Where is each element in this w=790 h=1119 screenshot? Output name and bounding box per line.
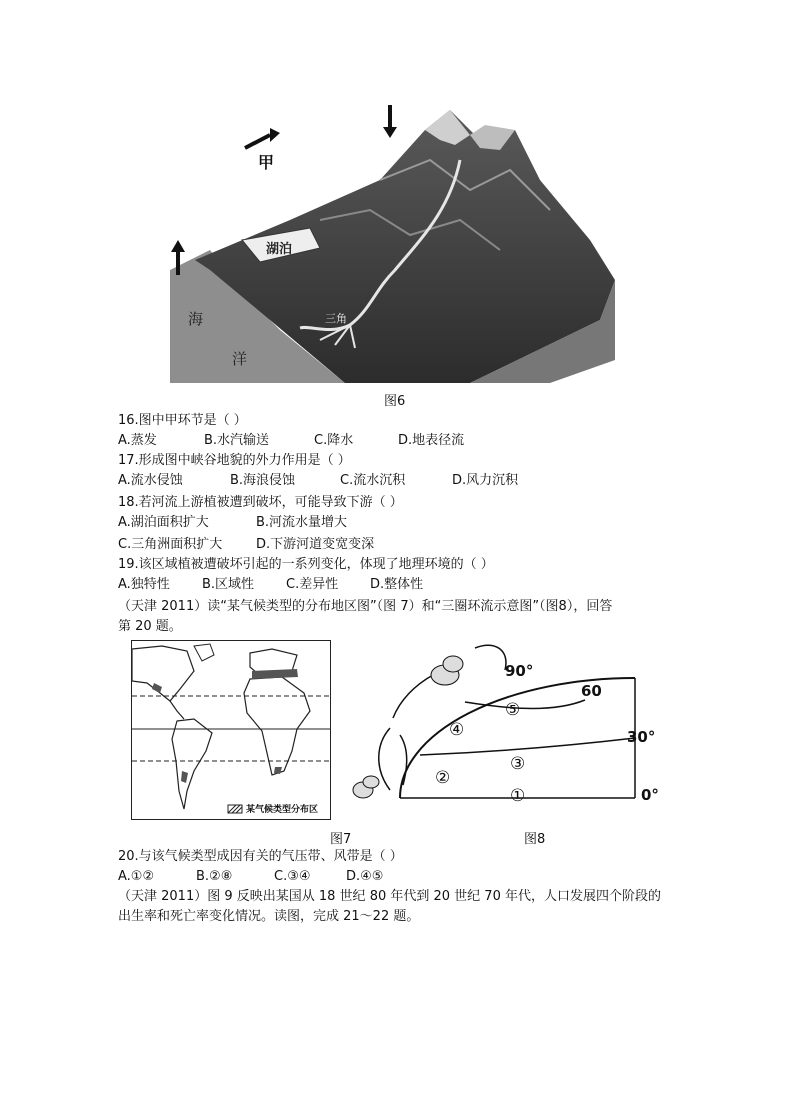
question-19-stem: 19.该区域植被遭破坏引起的一系列变化，体现了地理环境的（ ）	[118, 557, 494, 572]
figure-6-illustration	[170, 100, 615, 383]
intro-20-line1: （天津 2011）读“某气候类型的分布地区图”（图 7）和“三圈环流示意图”（图8），回答	[118, 599, 613, 614]
zone-3: ③	[510, 754, 526, 774]
option: C.三角洲面积扩大	[118, 537, 223, 552]
figure-8-circulation	[345, 640, 675, 820]
zone-2: ②	[435, 768, 451, 788]
option: B.海浪侵蚀	[230, 473, 296, 488]
figure-8-caption: 图8	[524, 832, 546, 847]
question-17-options	[118, 472, 518, 490]
lat-label-30: 30°	[627, 728, 656, 746]
intro-20-line2: 第 20 题。	[118, 619, 182, 634]
option: B.区域性	[202, 577, 255, 592]
label-yang: 洋	[232, 350, 248, 368]
figure-7-legend: 某气候类型分布区	[246, 805, 319, 815]
option: D.下游河道变宽变深	[256, 537, 375, 552]
label-hai: 海	[188, 310, 204, 328]
figure-6-caption: 图6	[384, 394, 406, 409]
lat-label-90: 90°	[505, 662, 534, 680]
question-20-stem: 20.与该气候类型成因有关的气压带、风带是（ ）	[118, 849, 403, 864]
figure-7-map	[131, 640, 331, 820]
question-19-options	[118, 576, 423, 594]
figure-7-caption: 图7	[330, 832, 352, 847]
intro-21-line1: （天津 2011）图 9 反映出某国从 18 世纪 80 年代到 20 世纪 70 年代，人口发展四个阶段的	[118, 889, 661, 904]
option: B.水汽输送	[204, 433, 270, 448]
lat-label-0: 0°	[641, 786, 659, 804]
lat-label-60: 60	[581, 682, 602, 700]
option: D.整体性	[370, 577, 424, 592]
zone-1: ①	[510, 786, 526, 806]
option: A.独特性	[118, 577, 170, 592]
option: B.②⑧	[196, 869, 233, 884]
option: C.③④	[274, 869, 311, 884]
zone-5: ⑤	[505, 700, 521, 720]
label-jia: 甲	[258, 153, 275, 172]
option: C.降水	[314, 433, 354, 448]
label-lake: 湖泊	[266, 242, 293, 257]
option: A.①②	[118, 869, 155, 884]
question-18-options-row2	[118, 536, 374, 554]
option: B.河流水量增大	[256, 515, 348, 530]
option: D.④⑤	[346, 869, 384, 884]
question-16-options	[118, 432, 464, 450]
option: A.湖泊面积扩大	[118, 515, 209, 530]
question-18-stem: 18.若河流上游植被遭到破坏，可能导致下游（ ）	[118, 495, 403, 510]
option: D.地表径流	[398, 433, 465, 448]
option: A.流水侵蚀	[118, 473, 183, 488]
intro-21-line2: 出生率和死亡率变化情况。读图，完成 21～22 题。	[118, 909, 420, 924]
option: D.风力沉积	[452, 473, 519, 488]
zone-4: ④	[449, 720, 465, 740]
question-18-options-row1	[118, 514, 347, 532]
option: A.蒸发	[118, 433, 157, 448]
question-16-stem: 16.图中甲环节是（ ）	[118, 413, 247, 428]
option: C.流水沉积	[340, 473, 406, 488]
option: C.差异性	[286, 577, 339, 592]
question-20-options	[118, 868, 383, 886]
label-delta: 三角	[325, 312, 347, 325]
question-17-stem: 17.形成图中峡谷地貌的外力作用是（ ）	[118, 453, 351, 468]
